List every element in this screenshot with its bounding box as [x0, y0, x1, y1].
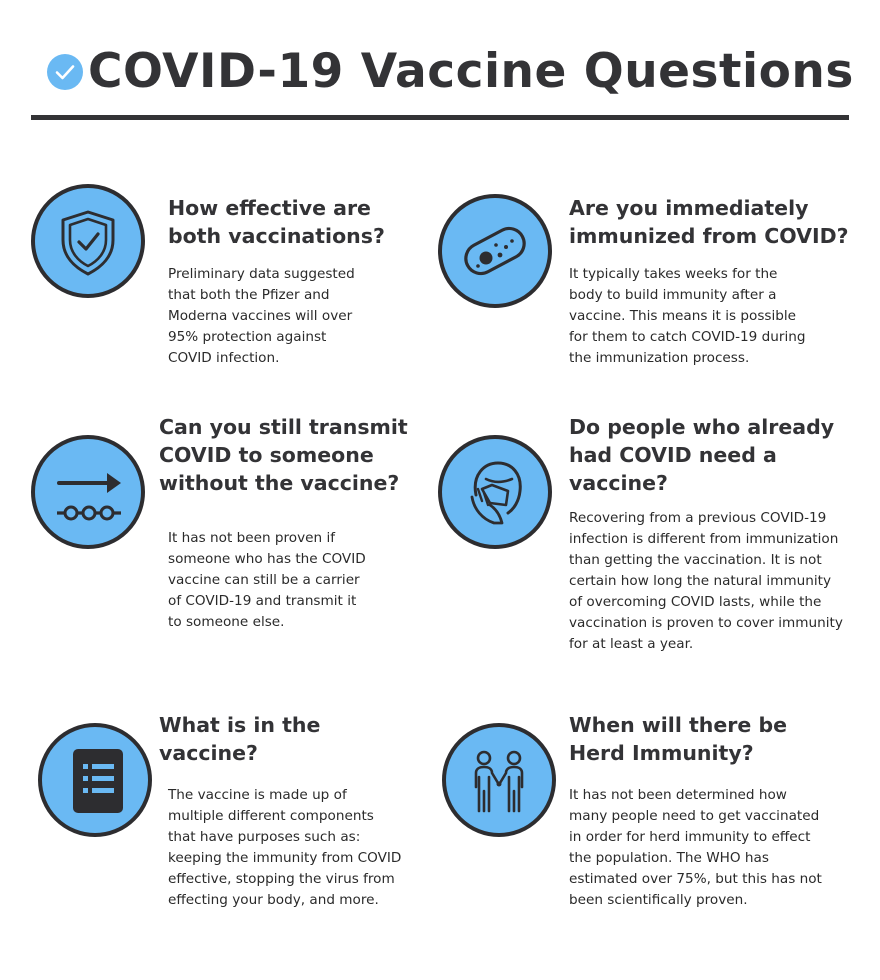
question-heading: When will there be Herd Immunity? — [569, 713, 788, 765]
title-divider — [31, 115, 849, 120]
people-holding-hands-icon — [446, 727, 552, 833]
item-3-icon-badge — [31, 435, 145, 549]
bacteria-icon — [442, 198, 548, 304]
list-document-icon — [42, 727, 148, 833]
answer-text: It has not been proven if someone who has the COVID vaccine can still be a carrier of COVID-19 and transmit it to someone else. — [168, 530, 366, 630]
question-heading: Are you immediately immunized from COVID? — [569, 196, 849, 248]
check-circle-icon — [47, 54, 83, 90]
shield-check-icon — [35, 188, 141, 294]
item-2-icon-badge — [438, 194, 552, 308]
question-heading: Can you still transmit COVID to someone without the vaccine? — [159, 415, 408, 495]
answer-text: The vaccine is made up of multiple different components that have purposes such as: keeping the immunity from COVID effective, stopping the virus from effecting your body, and more. — [168, 787, 402, 908]
item-1-icon-badge — [31, 184, 145, 298]
answer-text: It typically takes weeks for the body to build immunity after a vaccine. This means it is possible for them to catch COVID-19 during the immunization process. — [569, 266, 806, 366]
question-heading: How effective are both vaccinations? — [168, 196, 385, 248]
question-heading: What is in the vaccine? — [159, 713, 321, 765]
item-4-icon-badge — [438, 435, 552, 549]
face-mask-icon — [442, 439, 548, 545]
answer-text: Recovering from a previous COVID-19 infection is different from immunization than getting the vaccination. It is not certain how long the natural immunity of overcoming COVID lasts, while the vaccination is proven to cover immunity for at least a year. — [569, 510, 843, 652]
answer-text: Preliminary data suggested that both the Pfizer and Moderna vaccines will over 95% protection against COVID infection. — [168, 266, 355, 366]
transmission-arrow-icon — [35, 439, 141, 545]
item-5-icon-badge — [38, 723, 152, 837]
item-6-icon-badge — [442, 723, 556, 837]
page-title: COVID-19 Vaccine Questions — [88, 44, 854, 99]
question-heading: Do people who already had COVID need a vaccine? — [569, 415, 835, 495]
answer-text: It has not been determined how many people need to get vaccinated in order for herd immunity to effect the population. The WHO has estimated over 75%, but this has not been scientifically proven. — [569, 787, 822, 908]
